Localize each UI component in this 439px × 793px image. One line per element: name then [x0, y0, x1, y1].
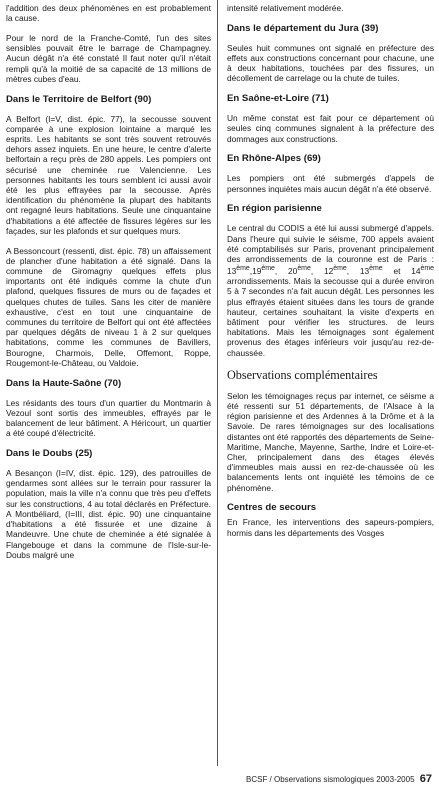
secours-heading: Centres de secours [227, 502, 317, 514]
ordinal-sup-20: ème [297, 265, 311, 273]
belfort-paragraph-2: A Bessoncourt (ressenti, dist. épic. 78) un affaissement de plancher d'une habitation a été signalé. Dans la commune de Giromagny quelques effets plus importants ont été indiqués comme la chute d'un plafond, quelques fissures de murs ou de façades et quelques chutes de tuiles. Sans les citer de manière exhaustive, c'est en tout une cinquantaine de communes du territoire de Belfort qui ont été affectées par quelques dégâts de niveau 1 à 2 sur quelques habitations, comme les communes de Bavillers, Bourogne, Charmois, Delle, Offemont, Roppe, Rougemont-le-Château, ou Valdoie. [6, 245, 211, 368]
paris-and-14: et 14 [382, 266, 421, 276]
doubs-paragraph: A Besançon (I=IV, dist. épic. 129), des patrouilles de gendarmes sont allées sur le terrain pour rassurer la population, mais la ville n'a connu que très peu d'effets sur les constructions, 4 au total déclarés en Préfecture. A Montbéliard, (I=III, dist. épic. 90) une cinquantaine d'habitations a été fissurée et une dizaine à Mandeuvre. Une chute de cheminée a été signalée à Flangebouge et dans la commune de l'Isle-sur-le-Doubs malgré une [6, 468, 211, 560]
paris-text-a: Le central du CODIS a été lui aussi submergé d'appels. Dans l'heure qui suivie le séisme, 700 appels avaient été comptabilisés sur Paris, provenant principalement des arrondissements de la couronne est de Paris : 13 [227, 223, 434, 276]
rhone-alpes-heading: En Rhône-Alpes (69) [227, 153, 321, 165]
saone-loire-paragraph: Un même constat est fait pour ce département où seules cinq communes signalent à la préfecture des dommages aux constructions. [227, 113, 434, 144]
observations-paragraph: Selon les témoignages reçus par internet, ce séisme a été ressenti sur 51 départements, de l'Alsace à la région parisienne et des Ardennes à la Drôme et à la Savoie. De rares témoignages sur des localisations distantes ont été rapportés des départements de Seine-Maritime, Manche, Mayenne, Sarthe, Indre et Loire-et-Cher, principalement dans des étages élevés d'immeubles mais aussi en rez-de-chaussée où les balancements lents ont inquiété les témoins de ce phénomène. [227, 390, 434, 493]
ordinal-sup-13: ème [236, 265, 250, 273]
ordinal-sup-12: ème [333, 265, 347, 273]
rhone-alpes-paragraph: Les pompiers ont été submergés d'appels de personnes inquiètes mais aucun dégât n'a été observé. [227, 173, 434, 194]
paris-text-b: arrondissements. Mais la secousse qui a durée environ 5 à 7 secondes n'a fait aucun dégât. Les personnes les plus effrayés étaient situées dans les tours de grande hauteur, certaines souhaitant la visite d'experts en bâtiment pour vérifier les structures. de leurs habitations. Mais les témoignages sont également provenus des étages inférieurs voir jusqu'au rez-de-chaussée. [227, 276, 434, 358]
paris-paragraph [227, 223, 434, 357]
column-divider [217, 0, 218, 766]
haute-saone-paragraph: Les résidants des tours d'un quartier du Montmarin à Vezoul sont sortis des immeubles, effrayés par le balancement de leur bâtiment. A Héricourt, un quartier a été coupé d'électricité. [6, 397, 211, 439]
jura-heading: Dans le département du Jura (39) [227, 22, 379, 34]
doubs-heading: Dans le Doubs (25) [6, 448, 93, 460]
left-intro-paragraph: l'addition des deux phénomènes en est probablement la cause. [6, 3, 211, 24]
paris-sep-20: , 20 [274, 266, 298, 276]
ordinal-sup-14: ème [420, 265, 435, 273]
franche-comte-paragraph: Pour le nord de la Franche-Comté, l'un des sites sensibles pouvait être le barrage de Champagney. Aucun dégât n'a été constaté Il faut noter qu'il n'était rempli qu'à la moitié de sa capacité de 13 millions de mètres cubes d'eau. [6, 33, 211, 84]
saone-loire-heading: En Saône-et-Loire (71) [227, 93, 329, 105]
belfort-heading: Dans le Territoire de Belfort (90) [6, 93, 152, 105]
footer-text: BCSF / Observations sismologiques 2003-2005 [246, 774, 415, 784]
page-footer [246, 770, 432, 788]
paris-sep-12: , 12 [310, 266, 334, 276]
observations-heading: Observations complémentaires [227, 367, 378, 382]
jura-paragraph: Seules huit communes ont signalé en préfecture des effets aux constructions concernant pour chacune, une à deux habitations, touchées par des fissures, un décollement de carrelage ou la chute de tuiles. [227, 42, 434, 84]
right-intro-paragraph: intensité relativement modérée. [227, 3, 344, 13]
right-column [227, 3, 434, 538]
secours-paragraph: En France, les interventions des sapeurs-pompiers, hormis dans les départements des Vosges [227, 517, 434, 538]
left-column [6, 3, 211, 560]
paris-heading: En région parisienne [227, 203, 322, 215]
belfort-paragraph-1: A Belfort (I=V, dist. épic. 77), la secousse souvent comparée à une explosion lointaine a marqué les esprits. Les habitants se sont très souvent retrouvés dehors assez inquiets. En une heure, le centre d'alerte belfortain a reçu près de 280 appels. Les pompiers ont sécurisé une cheminée rue Valencienne. Les personnes habitants les tours semblent ici aussi avoir été les plus effrayées par la secousse. Après identification du phénomène la plupart des habitants ont regagné leurs habitations. Seule une cinquantaine d'habitations a été affectée de fissures légères sur les façades, sur les plafonds et sur quelques murs. [6, 113, 211, 236]
paris-sep-13b: , 13 [346, 266, 370, 276]
ordinal-sup-19: ème [261, 265, 275, 273]
ordinal-sup-13b: ème [369, 265, 383, 273]
paris-sep-19: ,19 [249, 266, 262, 276]
page-number: 67 [419, 773, 432, 785]
haute-saone-heading: Dans la Haute-Saône (70) [6, 377, 122, 389]
